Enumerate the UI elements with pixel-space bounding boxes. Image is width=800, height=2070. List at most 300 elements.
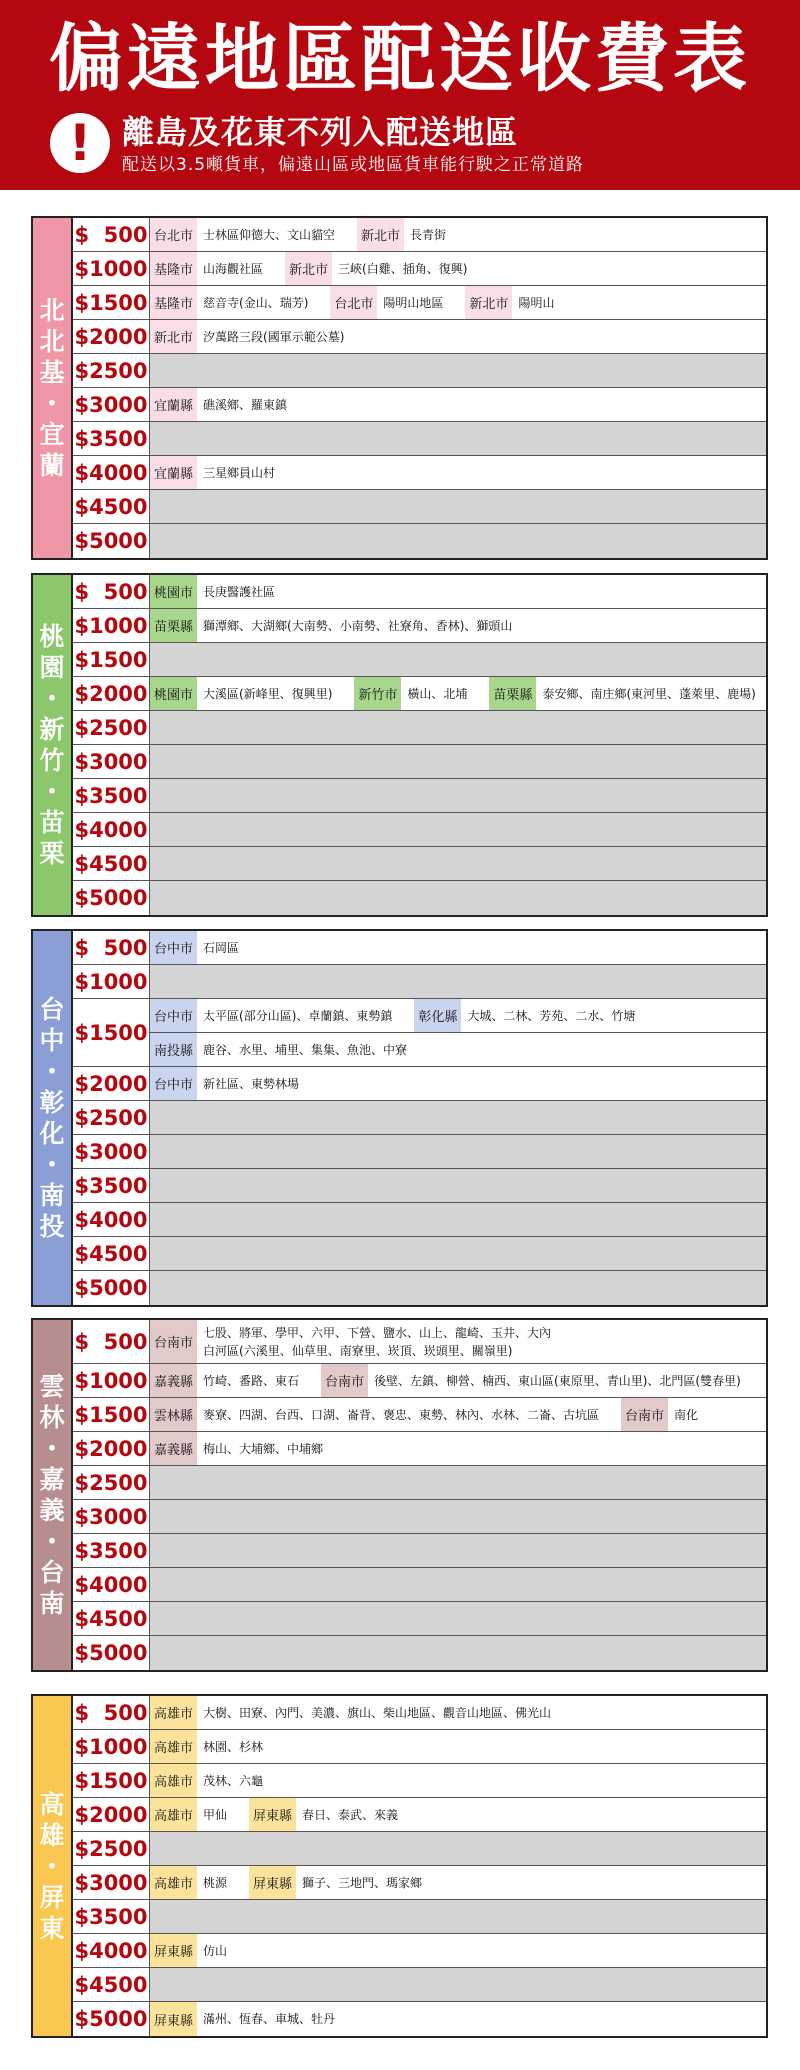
places-text: 茂林、六龜 xyxy=(203,1773,264,1788)
areas-line xyxy=(150,286,766,319)
price-cell: $ 500 xyxy=(73,1696,150,1729)
areas-line xyxy=(150,388,766,421)
price-cell: $2500 xyxy=(73,711,150,744)
areas-cell xyxy=(150,847,766,880)
areas-cell xyxy=(150,1135,766,1168)
city-label: 屏東縣 xyxy=(249,1798,296,1831)
areas-cell xyxy=(150,1568,766,1601)
area-entry xyxy=(150,1696,557,1729)
city-label: 台南市 xyxy=(150,1320,197,1363)
fee-row xyxy=(73,745,766,779)
area-entry xyxy=(150,677,338,710)
fee-row xyxy=(73,965,766,999)
region-name: 北 北 基 ・ 宜 蘭 xyxy=(39,296,65,480)
areas-cell xyxy=(150,1203,766,1236)
area-entry xyxy=(354,677,473,710)
areas-cell xyxy=(150,1237,766,1270)
places-text: 甲仙 xyxy=(203,1807,228,1822)
places-text: 長青街 xyxy=(410,227,447,242)
region-name: 雲 林 ・ 嘉 義 ・ 台 南 xyxy=(39,1372,65,1618)
fee-row xyxy=(73,813,766,847)
places-text: 三峽(白雞、插角、復興) xyxy=(338,261,468,276)
areas-cell xyxy=(150,490,766,523)
fee-row xyxy=(73,779,766,813)
city-label: 宜蘭縣 xyxy=(150,388,197,421)
price-cell: $2500 xyxy=(73,354,150,387)
city-label: 台中市 xyxy=(150,1067,197,1100)
price-cell: $3500 xyxy=(73,1900,150,1933)
fee-rows xyxy=(73,1696,766,2036)
fee-row xyxy=(73,252,766,286)
city-label: 高雄市 xyxy=(150,1866,197,1899)
city-label: 台南市 xyxy=(621,1398,668,1431)
price-cell: $1000 xyxy=(73,252,150,285)
areas-cell xyxy=(150,999,766,1066)
city-label: 台北市 xyxy=(150,218,197,251)
fee-row xyxy=(73,422,766,456)
fee-rows xyxy=(73,931,766,1305)
price-cell: $4000 xyxy=(73,1203,150,1236)
warning-icon: ! xyxy=(50,113,110,173)
region-label xyxy=(33,1320,73,1670)
price-cell: $4000 xyxy=(73,456,150,489)
places-text: 新社區、東勢林場 xyxy=(203,1076,300,1091)
areas-cell xyxy=(150,1466,766,1499)
city-label: 嘉義縣 xyxy=(150,1432,197,1465)
area-entry xyxy=(150,1866,233,1899)
price-cell: $4500 xyxy=(73,1237,150,1270)
area-entry xyxy=(357,218,452,251)
city-label: 屏東縣 xyxy=(249,1866,296,1899)
city-label: 宜蘭縣 xyxy=(150,456,197,489)
areas-line xyxy=(150,1696,766,1729)
areas-line xyxy=(150,1398,766,1431)
fee-row xyxy=(73,490,766,524)
fee-rows xyxy=(73,218,766,558)
price-cell: $4000 xyxy=(73,1934,150,1967)
areas-cell xyxy=(150,1067,766,1100)
price-cell: $3000 xyxy=(73,1500,150,1533)
fee-row xyxy=(73,1320,766,1364)
areas-line xyxy=(150,1320,766,1363)
areas-line xyxy=(150,218,766,251)
area-entry xyxy=(150,320,350,353)
areas-cell xyxy=(150,2002,766,2036)
region-table xyxy=(31,216,768,560)
areas-cell xyxy=(150,643,766,676)
areas-cell xyxy=(150,1534,766,1567)
price-cell: $2000 xyxy=(73,1432,150,1465)
areas-line xyxy=(150,1730,766,1763)
areas-line xyxy=(150,677,766,710)
price-cell: $2000 xyxy=(73,1067,150,1100)
areas-line xyxy=(150,252,766,285)
city-label: 屏東縣 xyxy=(150,2002,197,2036)
fee-row xyxy=(73,1968,766,2002)
area-entry xyxy=(150,252,269,285)
places-text: 山海觀社區 xyxy=(203,261,264,276)
area-entry xyxy=(150,1432,329,1465)
area-entry xyxy=(330,286,449,319)
city-label: 桃園市 xyxy=(150,677,197,710)
price-cell: $2000 xyxy=(73,1798,150,1831)
price-cell: $1500 xyxy=(73,286,150,319)
area-entry xyxy=(150,2002,341,2036)
price-cell: $1000 xyxy=(73,609,150,642)
fee-row xyxy=(73,218,766,252)
area-entry xyxy=(489,677,761,710)
price-cell: $3500 xyxy=(73,1534,150,1567)
area-entry xyxy=(150,218,341,251)
region-label xyxy=(33,218,73,558)
price-cell: $ 500 xyxy=(73,931,150,964)
area-entry xyxy=(285,252,473,285)
areas-line xyxy=(150,1934,766,1967)
area-entry xyxy=(150,931,245,964)
fee-row xyxy=(73,1636,766,1670)
areas-cell xyxy=(150,218,766,251)
fee-row xyxy=(73,286,766,320)
fee-row xyxy=(73,1364,766,1398)
price-cell: $5000 xyxy=(73,524,150,558)
price-cell: $4500 xyxy=(73,1602,150,1635)
areas-cell xyxy=(150,1320,766,1363)
areas-cell xyxy=(150,1696,766,1729)
city-label: 高雄市 xyxy=(150,1798,197,1831)
price-cell: $3000 xyxy=(73,745,150,778)
areas-line xyxy=(150,1798,766,1831)
region-name: 高 雄 ・ 屏 東 xyxy=(39,1789,65,1943)
fee-row xyxy=(73,1934,766,1968)
areas-line xyxy=(150,1067,766,1100)
places-text: 三星鄉員山村 xyxy=(203,465,276,480)
fee-row xyxy=(73,388,766,422)
places-text: 春日、泰武、來義 xyxy=(302,1807,399,1822)
areas-cell xyxy=(150,1934,766,1967)
areas-cell xyxy=(150,388,766,421)
area-entry xyxy=(150,999,398,1032)
city-label: 新北市 xyxy=(465,286,512,319)
places-text: 後壁、左鎮、柳營、楠西、東山區(東原里、青山里)、北門區(雙春里) xyxy=(374,1373,741,1388)
price-cell: $2500 xyxy=(73,1101,150,1134)
areas-cell xyxy=(150,965,766,998)
areas-cell xyxy=(150,1968,766,2001)
places-text: 獅子、三地門、瑪家鄉 xyxy=(302,1875,423,1890)
city-label: 高雄市 xyxy=(150,1696,197,1729)
areas-cell xyxy=(150,1271,766,1305)
city-label: 苗栗縣 xyxy=(489,677,536,710)
price-cell: $4500 xyxy=(73,1968,150,2001)
areas-line xyxy=(150,575,766,608)
price-cell: $1000 xyxy=(73,1364,150,1397)
areas-cell xyxy=(150,524,766,558)
area-entry xyxy=(150,609,518,642)
fee-row xyxy=(73,1900,766,1934)
price-cell: $5000 xyxy=(73,881,150,915)
fee-row xyxy=(73,1398,766,1432)
area-entry xyxy=(150,1364,305,1397)
area-entry xyxy=(249,1798,404,1831)
fee-row xyxy=(73,1466,766,1500)
header-banner xyxy=(0,0,800,190)
places-text: 慈音寺(金山、瑞芳) xyxy=(203,295,309,310)
area-entry xyxy=(150,1067,305,1100)
areas-line xyxy=(150,1866,766,1899)
area-entry xyxy=(150,1398,605,1431)
areas-cell xyxy=(150,1866,766,1899)
fee-row xyxy=(73,1432,766,1466)
areas-cell xyxy=(150,1798,766,1831)
fee-row xyxy=(73,1067,766,1101)
city-label: 台中市 xyxy=(150,999,197,1032)
region-label xyxy=(33,1696,73,2036)
city-label: 屏東縣 xyxy=(150,1934,197,1967)
areas-cell xyxy=(150,320,766,353)
fee-row xyxy=(73,609,766,643)
areas-cell xyxy=(150,931,766,964)
areas-cell xyxy=(150,813,766,846)
areas-line xyxy=(150,609,766,642)
areas-cell xyxy=(150,677,766,710)
areas-cell xyxy=(150,1832,766,1865)
areas-line xyxy=(150,1033,766,1066)
areas-cell xyxy=(150,745,766,778)
region-label xyxy=(33,575,73,915)
areas-line xyxy=(150,1432,766,1465)
places-text: 大城、二林、芳苑、二水、竹塘 xyxy=(467,1008,636,1023)
places-text: 林園、杉林 xyxy=(203,1739,264,1754)
area-entry xyxy=(150,1033,413,1066)
price-cell: $1500 xyxy=(73,999,150,1066)
areas-line xyxy=(150,999,766,1033)
area-entry xyxy=(150,388,293,421)
region-table xyxy=(31,573,768,917)
fee-row xyxy=(73,1101,766,1135)
areas-line xyxy=(150,1364,766,1397)
places-text: 滿州、恆春、車城、牡丹 xyxy=(203,2012,336,2026)
region-label xyxy=(33,931,73,1305)
area-entry xyxy=(150,1798,233,1831)
places-text: 陽明山地區 xyxy=(383,295,444,310)
fee-rows xyxy=(73,575,766,915)
places-text: 長庚醫護社區 xyxy=(203,584,276,599)
areas-cell xyxy=(150,1364,766,1397)
places-text: 七股、將軍、學甲、六甲、下營、鹽水、山上、龍崎、玉井、大內 白河區(六溪里、仙草里、南寮里、崁頂、崁頭里、關嶺里) xyxy=(203,1325,552,1358)
area-entry xyxy=(621,1398,704,1431)
price-cell: $2500 xyxy=(73,1832,150,1865)
places-text: 鹿谷、水里、埔里、集集、魚池、中寮 xyxy=(203,1042,408,1057)
price-cell: $2000 xyxy=(73,320,150,353)
fee-row xyxy=(73,1730,766,1764)
fee-row xyxy=(73,643,766,677)
places-text: 大溪區(新峰里、復興里) xyxy=(203,686,333,701)
places-text: 桃源 xyxy=(203,1875,228,1890)
city-label: 基隆市 xyxy=(150,252,197,285)
places-text: 仿山 xyxy=(203,1943,228,1958)
places-text: 南化 xyxy=(674,1407,699,1422)
fee-row xyxy=(73,1832,766,1866)
fee-row xyxy=(73,1764,766,1798)
city-label: 高雄市 xyxy=(150,1764,197,1797)
places-text: 士林區仰德大、文山貓空 xyxy=(203,227,336,242)
fee-row xyxy=(73,1534,766,1568)
price-cell: $1000 xyxy=(73,1730,150,1763)
price-cell: $3000 xyxy=(73,388,150,421)
region-table xyxy=(31,1318,768,1672)
city-label: 台中市 xyxy=(150,931,197,964)
fee-row xyxy=(73,847,766,881)
areas-cell xyxy=(150,1101,766,1134)
areas-line xyxy=(150,456,766,489)
areas-cell xyxy=(150,881,766,915)
fee-row xyxy=(73,1798,766,1832)
fee-rows xyxy=(73,1320,766,1670)
price-cell: $4000 xyxy=(73,813,150,846)
places-text: 大樹、田寮、內門、美濃、旗山、柴山地區、觀音山地區、佛光山 xyxy=(203,1705,552,1720)
places-text: 太平區(部分山區)、卓蘭鎮、東勢鎮 xyxy=(203,1008,393,1023)
areas-line xyxy=(150,1764,766,1797)
areas-cell xyxy=(150,609,766,642)
fee-row xyxy=(73,931,766,965)
areas-cell xyxy=(150,1500,766,1533)
places-text: 獅潭鄉、大湖鄉(大南勢、小南勢、社寮角、香林)、獅頭山 xyxy=(203,618,513,633)
fee-row xyxy=(73,1602,766,1636)
price-cell: $3000 xyxy=(73,1135,150,1168)
city-label: 雲林縣 xyxy=(150,1398,197,1431)
areas-cell xyxy=(150,1636,766,1670)
city-label: 新北市 xyxy=(150,320,197,353)
city-label: 嘉義縣 xyxy=(150,1364,197,1397)
areas-cell xyxy=(150,1900,766,1933)
fee-row xyxy=(73,354,766,388)
fee-row xyxy=(73,677,766,711)
price-cell: $2500 xyxy=(73,1466,150,1499)
places-text: 石岡區 xyxy=(203,940,240,955)
area-entry xyxy=(150,575,281,608)
places-text: 汐萬路三段(國軍示範公墓) xyxy=(203,329,345,344)
areas-cell xyxy=(150,286,766,319)
fee-row xyxy=(73,1169,766,1203)
areas-line xyxy=(150,2002,766,2036)
fee-row xyxy=(73,1271,766,1305)
fee-row xyxy=(73,2002,766,2036)
areas-line xyxy=(150,931,766,964)
fee-row xyxy=(73,881,766,915)
city-label: 彰化縣 xyxy=(414,999,461,1032)
area-entry xyxy=(465,286,560,319)
places-text: 礁溪鄉、羅東鎮 xyxy=(203,397,288,412)
fee-row xyxy=(73,524,766,558)
fee-row xyxy=(73,1500,766,1534)
area-entry xyxy=(150,1320,557,1363)
price-cell: $ 500 xyxy=(73,1320,150,1363)
price-cell: $5000 xyxy=(73,1636,150,1670)
area-entry xyxy=(150,1934,233,1967)
region-name: 桃 園 ・ 新 竹 ・ 苗 栗 xyxy=(39,622,65,868)
price-cell: $2000 xyxy=(73,677,150,710)
areas-cell xyxy=(150,575,766,608)
areas-cell xyxy=(150,1764,766,1797)
price-cell: $4000 xyxy=(73,1568,150,1601)
areas-cell xyxy=(150,354,766,387)
fee-row xyxy=(73,1696,766,1730)
areas-line xyxy=(150,320,766,353)
fee-row xyxy=(73,711,766,745)
price-cell: $3000 xyxy=(73,1866,150,1899)
area-entry xyxy=(150,286,314,319)
areas-cell xyxy=(150,779,766,812)
area-entry xyxy=(150,456,281,489)
price-cell: $5000 xyxy=(73,2002,150,2036)
city-label: 新北市 xyxy=(357,218,404,251)
places-text: 麥寮、四湖、台西、口湖、崙背、褒忠、東勢、林內、水林、二崙、古坑區 xyxy=(203,1407,600,1422)
fee-row xyxy=(73,1866,766,1900)
region-name: 台 中 ・ 彰 化 ・ 南 投 xyxy=(39,995,65,1241)
fee-row xyxy=(73,575,766,609)
fee-row xyxy=(73,999,766,1067)
city-label: 桃園市 xyxy=(150,575,197,608)
price-cell: $4500 xyxy=(73,490,150,523)
areas-cell xyxy=(150,1730,766,1763)
fee-row xyxy=(73,1237,766,1271)
price-cell: $4500 xyxy=(73,847,150,880)
delivery-note: 配送以3.5噸貨車，偏遠山區或地區貨車能行駛之正常道路 xyxy=(122,155,585,175)
places-text: 梅山、大埔鄉、中埔鄉 xyxy=(203,1441,324,1456)
fee-row xyxy=(73,320,766,354)
area-entry xyxy=(321,1364,747,1397)
price-cell: $ 500 xyxy=(73,218,150,251)
places-text: 陽明山 xyxy=(518,295,555,310)
price-cell: $1000 xyxy=(73,965,150,998)
places-text: 泰安鄉、南庄鄉(東河里、蓬萊里、鹿場) xyxy=(542,686,756,701)
price-cell: $1500 xyxy=(73,1398,150,1431)
city-label: 台北市 xyxy=(330,286,377,319)
subtitle: 離島及花東不列入配送地區 xyxy=(122,113,519,151)
page-title: 偏遠地區配送收費表 xyxy=(49,16,751,102)
city-label: 基隆市 xyxy=(150,286,197,319)
areas-cell xyxy=(150,1169,766,1202)
price-cell: $3500 xyxy=(73,1169,150,1202)
price-cell: $3500 xyxy=(73,779,150,812)
places-text: 竹崎、番路、東石 xyxy=(203,1373,300,1388)
city-label: 高雄市 xyxy=(150,1730,197,1763)
city-label: 南投縣 xyxy=(150,1033,197,1066)
area-entry xyxy=(150,1764,269,1797)
areas-cell xyxy=(150,1398,766,1431)
price-cell: $ 500 xyxy=(73,575,150,608)
area-entry xyxy=(249,1866,428,1899)
area-entry xyxy=(150,1730,269,1763)
price-cell: $3500 xyxy=(73,422,150,455)
areas-cell xyxy=(150,456,766,489)
areas-cell xyxy=(150,1432,766,1465)
price-cell: $1500 xyxy=(73,643,150,676)
region-table xyxy=(31,929,768,1307)
areas-cell xyxy=(150,711,766,744)
areas-cell xyxy=(150,1602,766,1635)
fee-row xyxy=(73,456,766,490)
price-cell: $1500 xyxy=(73,1764,150,1797)
fee-row xyxy=(73,1568,766,1602)
places-text: 橫山、北埔 xyxy=(407,686,468,701)
region-table xyxy=(31,1694,768,2038)
fee-row xyxy=(73,1203,766,1237)
city-label: 新北市 xyxy=(285,252,332,285)
area-entry xyxy=(414,999,641,1032)
price-cell: $5000 xyxy=(73,1271,150,1305)
city-label: 新竹市 xyxy=(354,677,401,710)
city-label: 台南市 xyxy=(321,1364,368,1397)
